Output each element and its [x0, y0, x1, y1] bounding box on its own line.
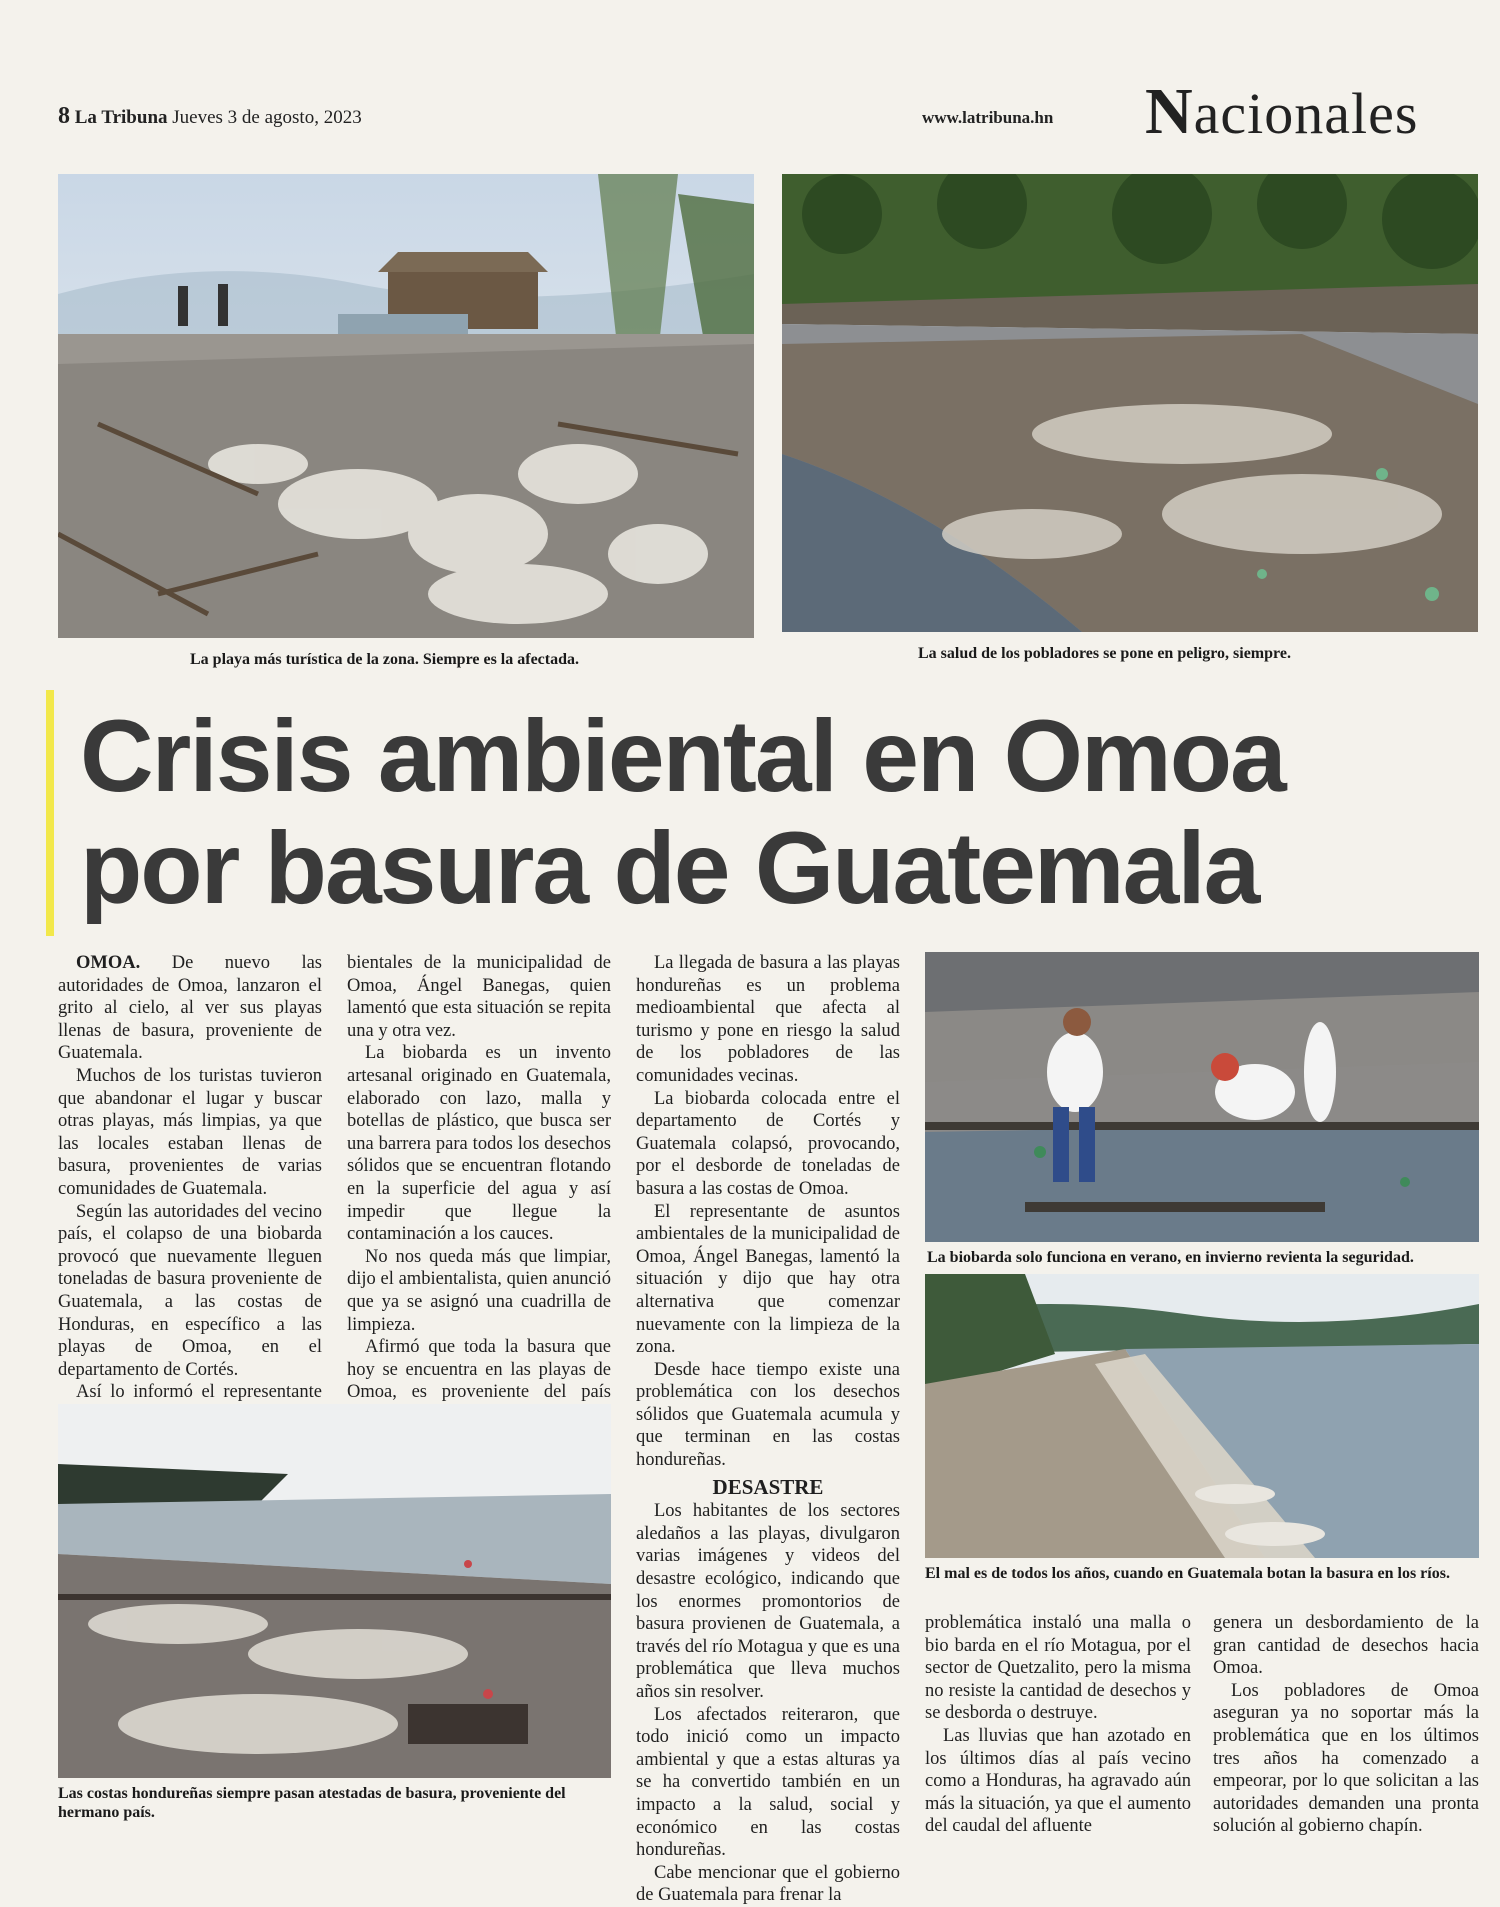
- article-column-3: [636, 952, 900, 1907]
- col2-p3: No nos queda más que limpiar, dijo el ambientalista, quien anunció que ya se asignó una cuadrilla de limpieza.: [347, 1246, 611, 1335]
- caption-photo2: La salud de los pobladores se pone en peligro, siempre.: [918, 645, 1291, 662]
- col1-p4: Así lo informó el representante: [76, 1382, 322, 1403]
- photo-long-shoreline: [925, 1274, 1479, 1558]
- subhead-desastre: DESASTRE: [712, 1474, 824, 1499]
- article-column-4: [925, 1612, 1191, 1838]
- website-url: www.latribuna.hn: [922, 108, 1054, 127]
- caption-photo3: La biobarda solo funciona en verano, en invierno revienta la seguridad.: [927, 1249, 1414, 1266]
- col4-p2: Las lluvias que han azotado en los últimos días al país vecino como a Honduras, ha agravado aún más la situación, ya que el aumento del caudal del afluente: [925, 1725, 1191, 1837]
- photo-honduran-coast: [58, 1404, 611, 1778]
- photo-polluted-shore: [782, 174, 1478, 632]
- caption-photo1: La playa más turística de la zona. Siempre es la afectada.: [190, 651, 580, 668]
- col1-p2: Muchos de los turistas tuvieron que abandonar el lugar y buscar otras playas, más limpias, ya que las locales estaban llenas de basura, provenientes de varias comunidades de Guatemala.: [58, 1065, 322, 1199]
- article-column-1: [58, 952, 322, 1426]
- col5-p1: genera un desbordamiento de la gran cantidad de desechos hacia Omoa.: [1213, 1613, 1479, 1679]
- col3-p1: La llegada de basura a las playas hondureñas es un problema medioambiental que afecta al turismo y pone en riesgo la salud de los pobladores de las comunidades vecinas.: [636, 953, 900, 1086]
- col2-p2: La biobarda es un invento artesanal originado en Guatemala, elaborado con lazo, malla y botellas de plástico, que busca ser una barrera para todos los desechos sólidos que se encuentran flotando en la superficie del agua y así impedir que llegue la contaminación a los cauces.: [347, 1043, 611, 1245]
- article-column-5: [1213, 1612, 1479, 1838]
- section-title: [1145, 75, 1419, 148]
- col3-p5: Los habitantes de los sectores aledaños a las playas, divulgaron varias imágenes y videos del desastre ecológico, indicando que los enormes promontorios de basura provienen de Guatemala, a través del río Motagua y que es una problemática que lleva muchos años sin resolver.: [636, 1501, 900, 1702]
- page-header-left: [58, 103, 362, 130]
- col1-p1: De nuevo las autoridades de Omoa, lanzaron el grito al cielo, al ver sus playas llenas de basura, proveniente de Guatemala.: [58, 953, 322, 1064]
- section-rest: acionales: [1193, 81, 1419, 146]
- photo-cleanup-crew: [925, 952, 1479, 1242]
- section-initial: N: [1145, 75, 1194, 148]
- caption-photo4: El mal es de todos los años, cuando en Guatemala botan la basura en los ríos.: [925, 1565, 1450, 1582]
- col3-p2: La biobarda colocada entre el departamento de Cortés y Guatemala colapsó, provocando, por el desborde de toneladas de basura a las costas de Omoa.: [636, 1088, 900, 1199]
- col4-p1: problemática instaló una malla o bio barda en el río Motagua, por el sector de Quetzalito, pero la misma no resiste la cantidad de desechos y se desborda o destruye.: [925, 1613, 1191, 1724]
- col5-p2: Los pobladores de Omoa aseguran ya no soportar más la problemática que en los últimos tres años ha comenzado a empeorar, por lo que solicitan a las autoridades demanden una pronta solución al gobierno chapín.: [1213, 1680, 1479, 1837]
- col2-p4: Afirmó que toda la basura que hoy se encuentra en las playas de Omoa, es proveniente del país: [347, 1337, 611, 1403]
- dateline: OMOA.: [76, 953, 141, 973]
- col3-p3: El representante de asuntos ambientales de la municipalidad de Omoa, Ángel Banegas, lamentó la situación y dijo que hay otra alternativa que comenzar nuevamente con la limpieza de la zona.: [636, 1201, 900, 1358]
- col3-p7: Cabe mencionar que el gobierno de Guatemala para frenar la: [636, 1862, 900, 1906]
- headline: [80, 700, 1480, 924]
- caption-photo5: Las costas hondureñas siempre pasan atestadas de basura, proveniente del hermano país.: [58, 1785, 566, 1821]
- issue-date: Jueves 3 de agosto, 2023: [172, 107, 362, 128]
- col1-p3: Según las autoridades del vecino país, el colapso de una biobarda provocó que nuevamente lleguen toneladas de basura proveniente de Guatemala, a las costas de Honduras, en específico a las playas de Omoa, en el departamento de Cortés.: [58, 1201, 322, 1380]
- page-number: 8: [58, 103, 70, 129]
- article-column-2: [347, 952, 611, 1426]
- photo-beach-house: [58, 174, 754, 638]
- headline-line2: por basura de Guatemala: [80, 811, 1259, 925]
- col3-p6: Los afectados reiteraron, que todo inició como un impacto ambiental y que a estas alturas ya se ha convertido también en un impacto a la salud, social y económico en las costas hondureñas.: [636, 1704, 900, 1861]
- col3-p4: Desde hace tiempo existe una problemática con los desechos sólidos que Guatemala acumula y que terminan en las costas hondureñas.: [636, 1359, 900, 1471]
- highlighter-mark: [46, 690, 54, 936]
- paper-name: La Tribuna: [74, 107, 168, 128]
- col2-p1: bientales de la municipalidad de Omoa, Ángel Banegas, quien lamentó que esta situación se repita una y otra vez.: [347, 953, 611, 1041]
- headline-line1: Crisis ambiental en Omoa: [80, 699, 1285, 813]
